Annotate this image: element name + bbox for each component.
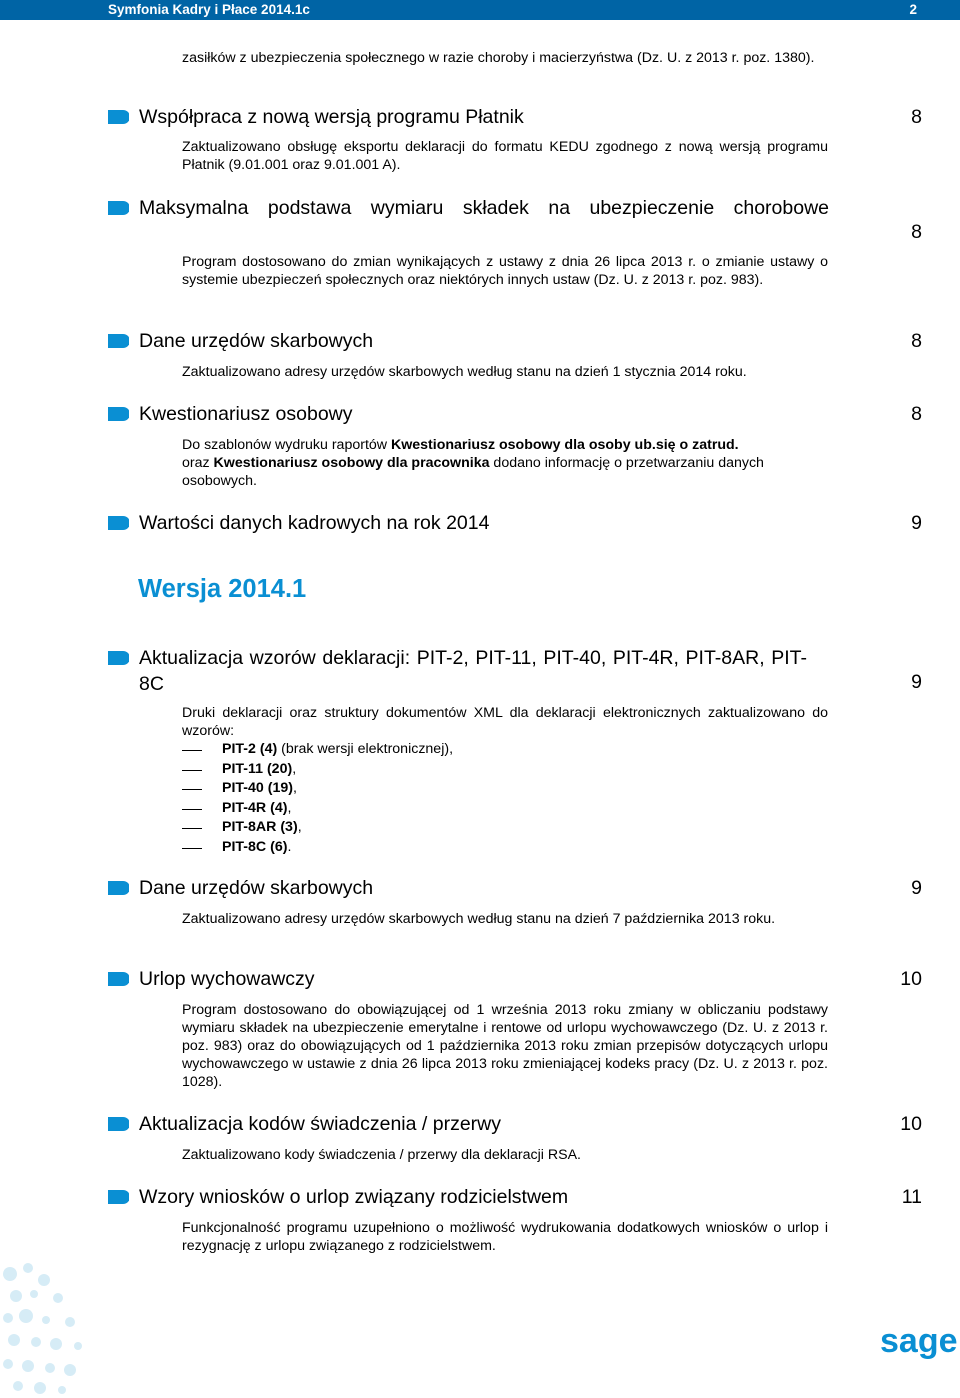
- desc-text: oraz: [182, 455, 214, 471]
- toc-entry-dane-urzedow-2[interactable]: [108, 875, 922, 901]
- bullet-icon: [108, 110, 129, 124]
- page-header: [0, 0, 960, 20]
- section-description: Program dostosowano do zmian wynikających z ustawy z dnia 26 lipca 2013 r. o zmianie ustawy o systemie ubezpieczeń społecznych oraz niektórych innych ustaw (Dz. U. z 2013 r. poz. 983).: [182, 254, 828, 288]
- toc-page: 8: [911, 330, 922, 352]
- toc-title: Dane urzędów skarbowych: [139, 877, 374, 899]
- form-note: .: [287, 838, 292, 855]
- decorative-dots-graphic: [0, 1260, 90, 1398]
- form-note: ,: [297, 819, 302, 835]
- form-name: PIT-8AR (3): [222, 819, 298, 835]
- bullet-icon: [108, 516, 129, 530]
- desc-text: dodano informację o przetwarzaniu danych osobowych.: [182, 455, 764, 489]
- toc-page: 9: [911, 877, 922, 899]
- form-note: ,: [292, 760, 297, 777]
- toc-entry-platnik[interactable]: [108, 104, 922, 130]
- toc-entry-aktualizacja-wzorow[interactable]: [108, 645, 922, 695]
- dash-bullet: [182, 770, 202, 771]
- toc-page: 10: [900, 1113, 922, 1135]
- toc-title: Urlop wychowawczy: [139, 968, 315, 990]
- bullet-icon: [108, 972, 129, 986]
- intro-paragraph: zasiłków z ubezpieczenia społecznego w razie choroby i macierzyństwa (Dz. U. z 2013 r. poz. 1380).: [182, 50, 815, 66]
- form-note: ,: [292, 780, 297, 796]
- form-name: PIT-4R (4): [222, 799, 288, 816]
- form-name: PIT-11 (20): [222, 760, 293, 777]
- dash-bullet: [182, 789, 202, 790]
- svg-text:sage: sage: [880, 1322, 958, 1360]
- bullet-icon: [108, 1190, 129, 1204]
- bullet-icon: [108, 407, 129, 421]
- toc-title: Wzory wniosków o urlop związany rodzicielstwem: [139, 1186, 569, 1208]
- toc-entry-kody-swiadczenia[interactable]: [108, 1111, 922, 1137]
- desc-text: Do szablonów wydruku raportów: [182, 437, 391, 453]
- report-name: Kwestionariusz osobowy dla osoby ub.się o zatrud.: [390, 437, 739, 453]
- toc-page: 11: [901, 1186, 922, 1208]
- dash-bullet: [182, 828, 202, 829]
- toc-entry-wartosci-danych[interactable]: [108, 510, 922, 536]
- toc-entry-dane-urzedow[interactable]: [108, 328, 922, 354]
- bullet-icon: [108, 334, 129, 348]
- toc-entry-kwestionariusz[interactable]: [108, 401, 922, 427]
- toc-entry-urlop-wychowawczy[interactable]: [108, 966, 922, 992]
- toc-page: 8: [911, 403, 922, 425]
- toc-title: Maksymalna podstawa wymiaru składek na ubezpieczenie chorobowe: [139, 197, 829, 219]
- toc-title: Aktualizacja kodów świadczenia / przerwy: [139, 1113, 501, 1135]
- bullet-icon: [108, 651, 129, 665]
- bullet-icon: [108, 1117, 129, 1131]
- toc-page: 9: [911, 512, 922, 534]
- section-description: Funkcjonalność programu uzupełniono o możliwość wydrukowania dodatkowych wniosków o urlop i rezygnację z urlopu związanego z rodzicielstwem.: [182, 1220, 828, 1254]
- toc-page: 10: [900, 968, 922, 990]
- form-name: PIT-40 (19): [222, 780, 293, 796]
- toc-entry-wzory-wnioskow[interactable]: [108, 1184, 922, 1210]
- section-description: [182, 436, 828, 490]
- page-number: 2: [909, 2, 917, 17]
- document-title: Symfonia Kadry i Płace 2014.1c: [108, 2, 310, 17]
- toc-title: Współpraca z nową wersją programu Płatnik: [139, 106, 524, 128]
- toc-title: Wartości danych kadrowych na rok 2014: [139, 512, 490, 534]
- form-name: PIT-8C (6): [222, 838, 288, 855]
- dash-bullet: [182, 848, 202, 849]
- form-note: (brak wersji elektronicznej),: [277, 741, 454, 757]
- report-name: Kwestionariusz osobowy dla pracownika: [213, 455, 490, 471]
- toc-page: 9: [911, 671, 922, 693]
- toc-page: 8: [911, 221, 922, 243]
- version-heading: Wersja 2014.1: [138, 575, 307, 603]
- toc-title: Dane urzędów skarbowych: [139, 330, 374, 352]
- dash-bullet: [182, 750, 202, 751]
- bullet-icon: [108, 201, 129, 215]
- form-name: PIT-2 (4): [222, 741, 278, 757]
- sage-logo: [880, 1322, 960, 1362]
- toc-title: Aktualizacja wzorów deklaracji: PIT-2, PIT-11, PIT-40, PIT-4R, PIT-8AR, PIT-8C: [139, 647, 807, 695]
- dash-bullet: [182, 809, 202, 810]
- section-description: Zaktualizowano obsługę eksportu deklaracji do formatu KEDU zgodnego z nową wersją programu Płatnik (9.01.001 oraz 9.01.001 A).: [182, 139, 828, 173]
- toc-page: 8: [911, 106, 922, 128]
- section-description: Zaktualizowano adresy urzędów skarbowych według stanu na dzień 1 stycznia 2014 roku.: [182, 364, 747, 380]
- toc-title: Kwestionariusz osobowy: [139, 403, 353, 425]
- toc-entry-maksymalna-podstawa[interactable]: [108, 195, 922, 245]
- bullet-icon: [108, 881, 129, 895]
- section-description: Zaktualizowano kody świadczenia / przerwy dla deklaracji RSA.: [182, 1147, 582, 1163]
- section-description: Druki deklaracji oraz struktury dokumentów XML dla deklaracji elektronicznych zaktualizowano do wzorów:: [182, 705, 828, 739]
- section-description: Program dostosowano do obowiązującej od 1 września 2013 roku zmiany w obliczaniu podstawy wymiaru składek na ubezpieczenie emerytalne i rentowe od urlopu wychowawczego (Dz. U. z 2013 r. poz. 983) oraz do obowiązujących od 1 października 2013 roku zmian przepisów dotyczących urlopu wychowawczego w ustawie z dnia 26 lipca 2013 roku zmieniającej kodeks pracy (Dz. U. z 2013 r. poz. 1028).: [182, 1002, 828, 1090]
- section-description: Zaktualizowano adresy urzędów skarbowych według stanu na dzień 7 października 2013 roku.: [182, 911, 776, 927]
- form-note: ,: [287, 799, 292, 816]
